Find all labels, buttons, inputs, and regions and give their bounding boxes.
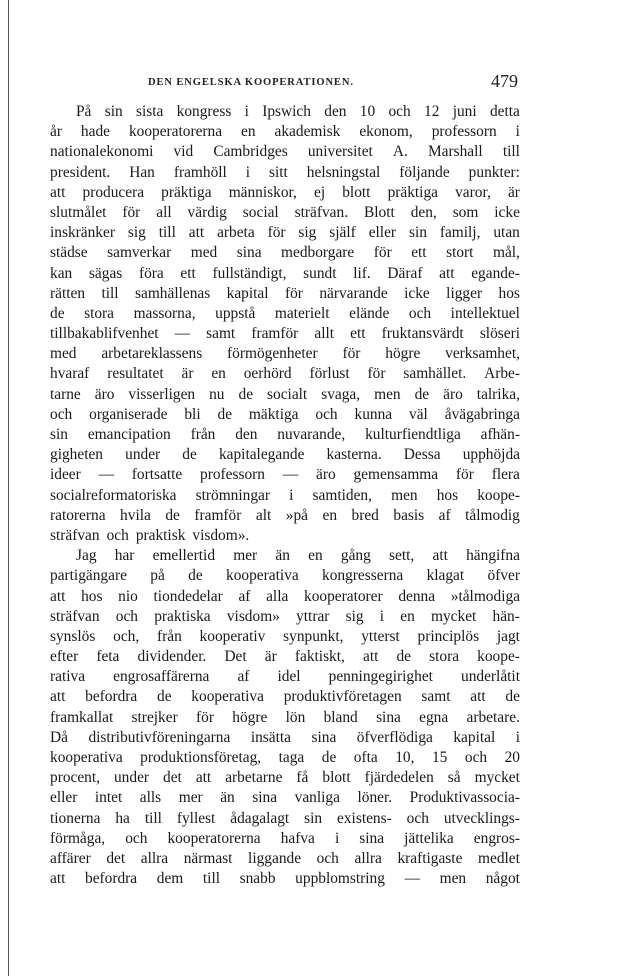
body-text	[50, 102, 520, 889]
text-line: att befordra de kooperativa produktivföretagen samt att de	[50, 688, 520, 706]
text-line: tillbakablifvenhet — samt framför allt ett fruktansvärdt slöseri	[50, 325, 520, 343]
text-line: sin emancipation från den nuvarande, kulturfiendtliga afhän-	[50, 426, 520, 443]
text-line: eller intet alls mer än sina vanliga löner. Produktivassocia-	[50, 789, 520, 807]
page-number: 479	[491, 71, 518, 91]
text-line: kooperativa produktionsföretag, taga de ofta 10, 15 och 20	[50, 749, 520, 766]
text-line: städse samverkar med sina medborgare för ett stort mål,	[50, 244, 520, 262]
text-line: affärer det allra närmast liggande och allra kraftigaste medlet	[50, 849, 520, 867]
running-title: DEN ENGELSKA KOOPERATIONEN.	[148, 77, 354, 88]
text-line: kan sägas föra ett fullständigt, sundt lif. Däraf att egande-	[50, 264, 520, 282]
text-line: slutmålet för all värdig social sträfvan. Blott den, som icke	[50, 203, 520, 221]
text-line: ideer — fortsatte professorn — äro gemensamma för flera	[50, 466, 520, 484]
binding-edge	[8, 0, 9, 976]
text-line: nationalekonomi vid Cambridges universitet A. Marshall till	[50, 143, 520, 161]
text-line: socialreformatoriska strömningar i samtiden, men hos koope-	[50, 486, 520, 504]
text-line: tionerna ha till fyllest ådagalagt sin existens- och utvecklings-	[50, 809, 520, 827]
text-line: efter feta dividender. Det är faktiskt, att de stora koope-	[50, 648, 520, 666]
text-line: förmåga, och kooperatorerna hafva i sina jättelika engros-	[50, 829, 520, 847]
text-line: Då distributivföreningarna insätta sina öfverflödiga kapital i	[50, 728, 520, 746]
text-line: och organiserade bli de mäktiga och kunna väl åvägabringa	[50, 405, 520, 423]
text-line: gigheten under de kapitalegande kasterna. Dessa upphöjda	[50, 446, 520, 464]
text-line: president. Han framhöll i sitt helsningstal följande punkter:	[50, 163, 520, 181]
text-line: ratorerna hvila de framför alt »på en bred basis af tålmodig	[50, 506, 520, 524]
text-line: procent, under det att arbetarne få blott fjärdedelen så mycket	[50, 769, 520, 787]
text-line: rativa engrosaffärerna af idel penningegirighet underlåtit	[50, 668, 520, 686]
text-line: inskränker sig till att arbeta för sig själf eller sin familj, utan	[50, 224, 520, 242]
text-line: hvaraf resultatet är en oerhörd förlust för samhället. Arbe-	[50, 365, 520, 383]
text-line: synslös och, från kooperativ synpunkt, ytterst principlös jagt	[50, 627, 520, 645]
text-line: de stora massorna, uppstå materielt elände och intellektuel	[50, 304, 520, 322]
text-line: På sin sista kongress i Ipswich den 10 och 12 juni detta	[76, 103, 520, 120]
text-line: partigängare på de kooperativa kongresserna klagat öfver	[50, 567, 520, 585]
text-line: sträfvan och praktisk visdom».	[50, 526, 250, 544]
running-head	[52, 71, 518, 93]
text-line: år hade kooperatorerna en akademisk ekonom, professorn i	[50, 123, 520, 141]
text-line: att hos nio tiondedelar af alla kooperatorer denna »tålmodiga	[50, 587, 520, 605]
text-line: sträfvan och praktiska visdom» yttrar sig i en mycket hän-	[50, 607, 520, 625]
text-line: tarne äro visserligen nu de socialt svaga, men de äro talrika,	[50, 385, 520, 403]
text-line: Jag har emellertid mer än en gång sett, att hängifna	[76, 547, 520, 565]
text-line: att befordra dem till snabb uppblomstring — men något	[50, 870, 520, 888]
text-line: rätten till samhällenas kapital för närvarande icke ligger hos	[50, 284, 520, 302]
text-line: att producera präktiga människor, ej blott präktiga varor, är	[50, 183, 520, 201]
text-line: med arbetareklassens förmögenheter för högre verksamhet,	[50, 345, 520, 363]
text-line: framkallat strejker för högre lön bland sina egna arbetare.	[50, 708, 520, 726]
